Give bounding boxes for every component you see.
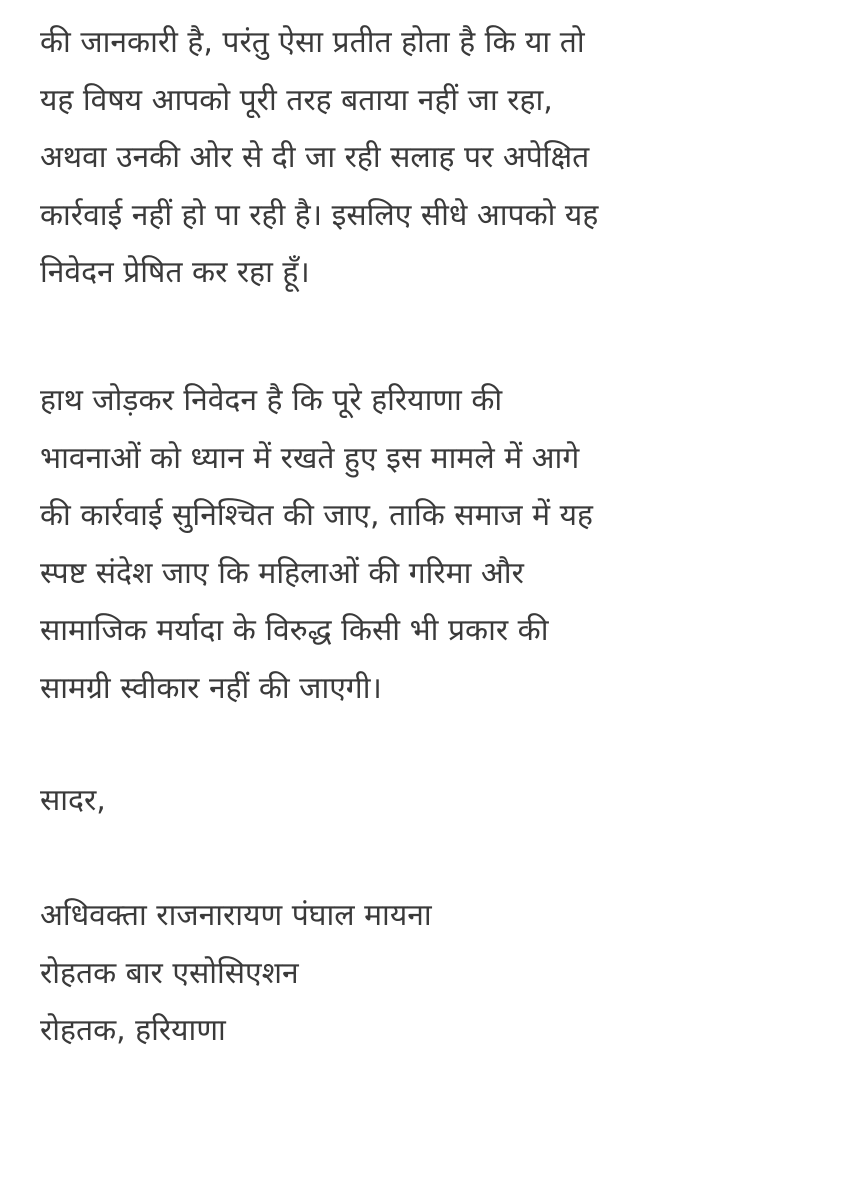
signature-organization: रोहतक बार एसोसिएशन — [40, 955, 299, 991]
paragraph-line: अथवा उनकी ओर से दी जा रही सलाह पर अपेक्षित — [40, 140, 590, 175]
paragraph-line: कार्रवाई नहीं हो पा रही है। इसलिए सीधे आपको यह — [40, 197, 599, 233]
signature-block — [40, 887, 830, 1060]
paragraph-line: स्पष्ट संदेश जाए कि महिलाओं की गरिमा और — [40, 555, 524, 591]
paragraph-line: यह विषय आपको पूरी तरह बताया नहीं जा रहा, — [40, 82, 553, 118]
paragraph-line: सामाजिक मर्यादा के विरुद्ध किसी भी प्रकार की — [40, 613, 549, 648]
paragraph-intro — [40, 14, 830, 302]
paragraph-line: निवेदन प्रेषित कर रहा हूँ। — [40, 255, 310, 290]
closing-text: सादर, — [40, 783, 106, 818]
paragraph-line: की कार्रवाई सुनिश्चित की जाए, ताकि समाज में यह — [40, 498, 593, 533]
paragraph-line: सामग्री स्वीकार नहीं की जाएगी। — [40, 670, 382, 706]
paragraph-line: हाथ जोड़कर निवेदन है कि पूरे हरियाणा की — [40, 383, 503, 418]
paragraph-line: भावनाओं को ध्यान में रखते हुए इस मामले में आगे — [40, 440, 580, 476]
closing-salutation — [40, 772, 830, 830]
paragraph-line: की जानकारी है, परंतु ऐसा प्रतीत होता है कि या तो — [40, 25, 585, 60]
signature-location: रोहतक, हरियाणा — [40, 1013, 226, 1048]
paragraph-request — [40, 372, 830, 717]
signature-name: अधिवक्ता राजनारायण पंघाल मायना — [40, 898, 432, 933]
